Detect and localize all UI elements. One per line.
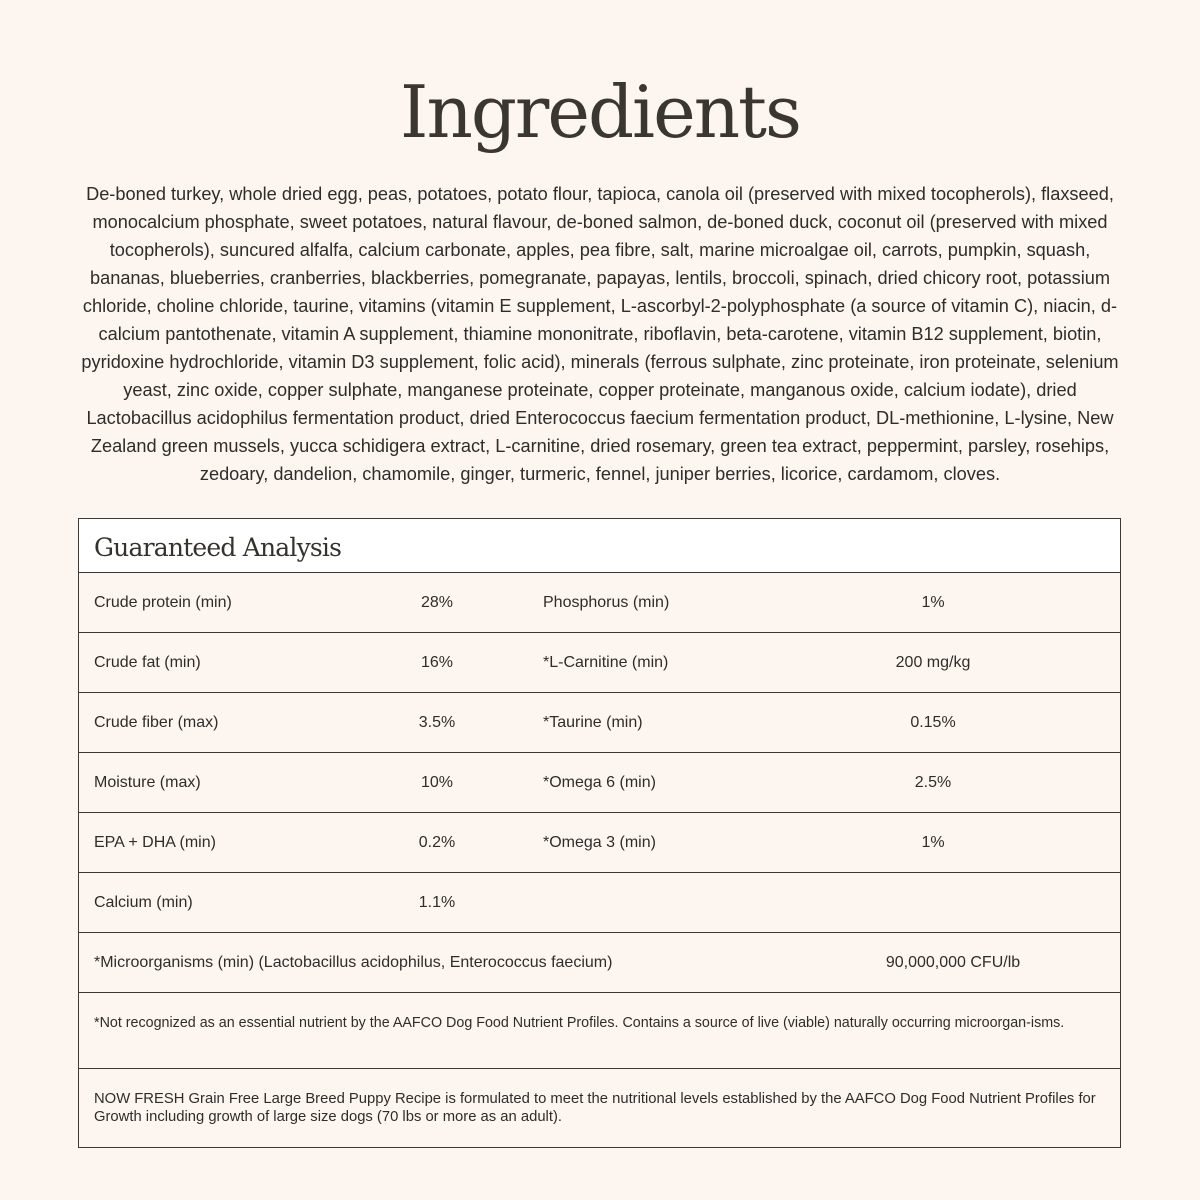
nutrient-label: Crude protein (min) — [94, 593, 232, 611]
table-row — [79, 633, 1120, 693]
table-row — [79, 753, 1120, 813]
nutrient-label: EPA + DHA (min) — [94, 833, 216, 851]
footnote: *Not recognized as an essential nutrient by the AAFCO Dog Food Nutrient Profiles. Contains a source of live (viable) naturally occurring microorgan-isms. — [79, 993, 1120, 1069]
nutrient-value: 10% — [420, 773, 454, 791]
nutrient-value: 200 mg/kg — [895, 653, 971, 671]
nutrient-value: 2.5% — [914, 773, 952, 791]
nutrient-label: *L-Carnitine (min) — [543, 653, 669, 671]
nutrient-label: *Taurine (min) — [543, 713, 643, 731]
nutrient-value: 1% — [921, 593, 945, 611]
nutrient-value: 0.2% — [418, 833, 456, 851]
nutrient-label: Calcium (min) — [94, 893, 193, 911]
guaranteed-analysis-table — [78, 518, 1121, 1148]
nutrient-value: 1.1% — [418, 893, 456, 911]
nutrient-label: Moisture (max) — [94, 773, 201, 791]
nutrient-value: 28% — [420, 593, 454, 611]
aafco-statement: NOW FRESH Grain Free Large Breed Puppy Recipe is formulated to meet the nutritional levels established by the AAFCO Dog Food Nutrient Profiles for Growth including growth of large size dogs (70 lbs or more as an adult). — [94, 1091, 1096, 1125]
table-row — [79, 693, 1120, 753]
analysis-title: Guaranteed Analysis — [94, 533, 342, 562]
table-row — [79, 573, 1120, 633]
microorganisms-value: 90,000,000 CFU/lb — [885, 953, 1021, 971]
nutrient-label: *Omega 6 (min) — [543, 773, 656, 791]
nutrient-label: Crude fat (min) — [94, 653, 201, 671]
analysis-header — [79, 519, 1120, 573]
nutrient-value: 3.5% — [418, 713, 456, 731]
ingredients-list: De-boned turkey, whole dried egg, peas, potatoes, potato flour, tapioca, canola oil (preserved with mixed tocopherols), flaxseed, monocalcium phosphate, sweet potatoes, natural flavour, de-boned salmon, de-boned duck, coconut oil (preserved with mixed tocopherols), suncured alfalfa, calcium carbonate, apples, pea fibre, salt, marine microalgae oil, carrots, pumpkin, squash, bananas, blueberries, cranberries, blackberries, pomegranate, papayas, lentils, broccoli, spinach, dried chicory root, potassium chloride, choline chloride, taurine, vitamins (vitamin E supplement, L-ascorbyl-2-polyphosphate (a source of vitamin C), niacin, d-calcium pantothenate, vitamin A supplement, thiamine mononitrate, riboflavin, beta-carotene, vitamin B12 supplement, biotin, pyridoxine hydrochloride, vitamin D3 supplement, folic acid), minerals (ferrous sulphate, zinc proteinate, iron proteinate, selenium yeast, zinc oxide, copper sulphate, manganese proteinate, copper proteinate, manganous oxide, calcium iodate), dried Lactobacillus acidophilus fermentation product, dried Enterococcus faecium fermentation product, DL-methionine, L-lysine, New Zealand green mussels, yucca schidigera extract, L-carnitine, dried rosemary, green tea extract, peppermint, parsley, rosehips, zedoary, dandelion, chamomile, ginger, turmeric, fennel, juniper berries, licorice, cardamom, cloves. — [81, 184, 1119, 484]
nutrient-value: 0.15% — [910, 713, 956, 731]
page-title: Ingredients — [400, 70, 800, 154]
nutrient-value: 1% — [921, 833, 945, 851]
table-row — [79, 813, 1120, 873]
microorganisms-label: *Microorganisms (min) (Lactobacillus acidophilus, Enterococcus faecium) — [94, 953, 613, 971]
nutrient-label: Crude fiber (max) — [94, 713, 219, 731]
nutrient-label: Phosphorus (min) — [543, 593, 670, 611]
table-row — [79, 873, 1120, 933]
nutrient-label: *Omega 3 (min) — [543, 833, 656, 851]
microorganisms-row — [79, 933, 1120, 993]
nutrient-value: 16% — [420, 653, 454, 671]
